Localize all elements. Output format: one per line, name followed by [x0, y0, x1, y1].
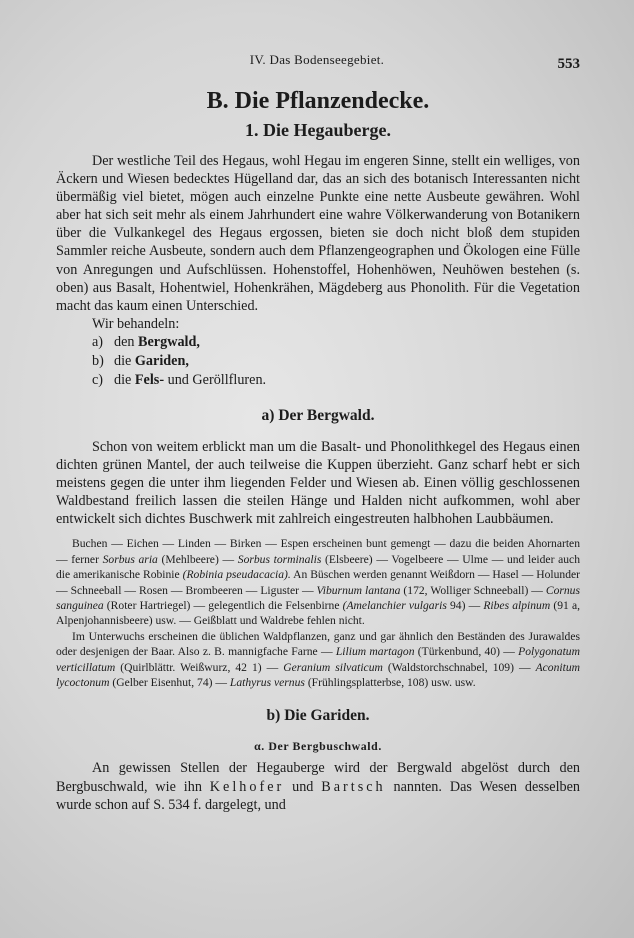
section-subtitle: 1. Die Hegauberge. [245, 120, 391, 140]
topic-list [56, 333, 580, 390]
text-run: 94) — [446, 599, 484, 613]
list-marker: b) [92, 352, 104, 369]
text-run: (Türkenbund, 40) — [414, 645, 519, 659]
species-name: Lilium martagon [335, 645, 415, 659]
text-run: (Roter Hartriegel) — gelegentlich die Felsenbirne [103, 599, 343, 613]
bergwald-paragraph: Schon von weitem erblickt man um die Basalt- und Phonolithkegel des Hegaus einen dichten grünen Mantel, der auch teilweise die Kuppen überzieht. Ganz scharf hebt er sich meistens gegen die unter ihm liegenden Felder und Wiesen ab. Einen völlig geschlossenen Waldbestand freilich lassen die steilen Hänge und Halden nicht aufkommen, wohl aber entwickelt sich dichtes Buschwerk mit zahlreich eingestreuten halbhohen Laubbäumen. [56, 438, 580, 528]
species-name: Cornus sanguinea [56, 583, 580, 613]
intro-paragraph: Der westliche Teil des Hegaus, wohl Hegau im engeren Sinne, stellt ein welliges, von Äckern und Wiesen bedecktes Hügelland dar, das an sich des botanisch Interessanten nicht übermäßig viel bietet, mögen auch einzelne Punkte eine nette Ausbeute gewähren. Wohl aber hat sich seit mehr als einem Jahrhundert eine wahre Völkerwanderung von Botanikern über die Vulkankegel des Hegaus ergossen, bieten sie doch nicht bloß dem stupiden Sammler reiche Ausbeute, sondern auch dem Pflanzengeographen und Ökologen eine Fülle von Anregungen und Aufschlüssen. Hohenstoffel, Hohenhöwen, Neuhöwen bestehen (s. oben) aus Basalt, Hohentwiel, Hohenkrähen, Mägdeberg aus Phonolith. Für die Vegetation macht das kaum einen Unterschied. [56, 153, 580, 314]
list-item-term: Fels- [134, 371, 165, 388]
list-marker: c) [92, 371, 104, 388]
text-run: (Elsbeere) — Vogelbeere — Ulme — und leider auch die amerikanische Robinie [56, 552, 580, 582]
species-name: Geranium silvaticum [283, 660, 383, 674]
text-run: An gewissen Stellen der Hegauberge wird der Bergwald abgelöst durch den Bergbuschwald, wie ihn [56, 760, 580, 795]
text-run: und [284, 778, 322, 795]
species-name: (Amelanchier vulgaris [342, 599, 447, 613]
page-content [56, 86, 580, 814]
list-item-term: Bergwald, [138, 333, 200, 350]
text-run: (91 a, Alpenjohannisbeere) usw. — Geißblatt und Waldrebe fehlen nicht. [56, 599, 581, 628]
species-name: Sorbus torminalis [237, 552, 322, 566]
text-run: nannten. Das Wesen desselben wurde schon auf S. 534 f. dargelegt, und [56, 778, 581, 813]
section-title: B. Die Pflanzendecke. [206, 88, 430, 114]
page-header [0, 50, 634, 74]
bergwald-heading: a) Der Bergwald. [261, 406, 375, 424]
text-run: (172, Wolliger Schneeball) — [400, 583, 546, 597]
species-name: Lathyrus vernus [229, 676, 305, 690]
text-run: (Mehlbeere) — [157, 552, 238, 566]
list-marker: a) [92, 333, 104, 350]
gariden-heading: b) Die Gariden. [266, 707, 370, 725]
text-run: Im Unterwuchs erscheinen die üblichen Waldpflanzen, ganz und gar ähnlich den Beständen des Jurawaldes oder desjenigen der Baar. Also z. B. mannigfache Farne — [56, 629, 580, 659]
gariden-paragraph [56, 759, 580, 813]
species-name: Aconitum lycoctonum [56, 660, 580, 690]
text-run: (Gelber Eisenhut, 74) — [109, 676, 230, 690]
page-number: 553 [557, 56, 580, 72]
text-run: (Waldstorchschnabel, 109) — [382, 660, 536, 674]
species-name: (Robinia pseudacacia). [182, 568, 291, 582]
list-item-prefix: die [114, 371, 135, 388]
running-head: IV. Das Bodenseegebiet. [249, 52, 385, 67]
species-name: Sorbus aria [102, 552, 158, 566]
text-run: An Büschen werden genannt Weißdorn — Hasel — Holunder — Schneeball — Rosen — Brombeeren — Liguster — [56, 568, 580, 597]
list-item-term: Gariden, [134, 352, 189, 369]
text-run: (Frühlingsplatterbse, 108) usw. usw. [304, 676, 476, 690]
intro-list-label: Wir behandeln: [92, 315, 180, 332]
species-name: Viburnum lantana [316, 583, 401, 597]
list-item-suffix: und Geröllfluren. [164, 371, 267, 388]
list-item [92, 352, 580, 371]
author-name: Bartsch [321, 778, 386, 795]
species-name: Ribes alpinum [483, 599, 551, 613]
text-run: Buchen — Eichen — Linden — Birken — Espen erscheinen bunt gemengt — dazu die beiden Ahornarten — ferner [56, 537, 580, 566]
list-item-prefix: den [114, 333, 139, 350]
bergbuschwald-heading: α. Der Bergbuschwald. [254, 739, 382, 754]
author-name: Kelhofer [209, 778, 285, 795]
list-item [92, 371, 580, 390]
text-run: (Quirlblättr. Weißwurz, 42 1) — [115, 660, 284, 674]
list-item-prefix: die [114, 352, 135, 369]
species-name: Polygonatum verticillatum [56, 645, 580, 674]
list-item [92, 333, 580, 352]
species-paragraph [56, 536, 580, 628]
understory-paragraph [56, 629, 580, 691]
